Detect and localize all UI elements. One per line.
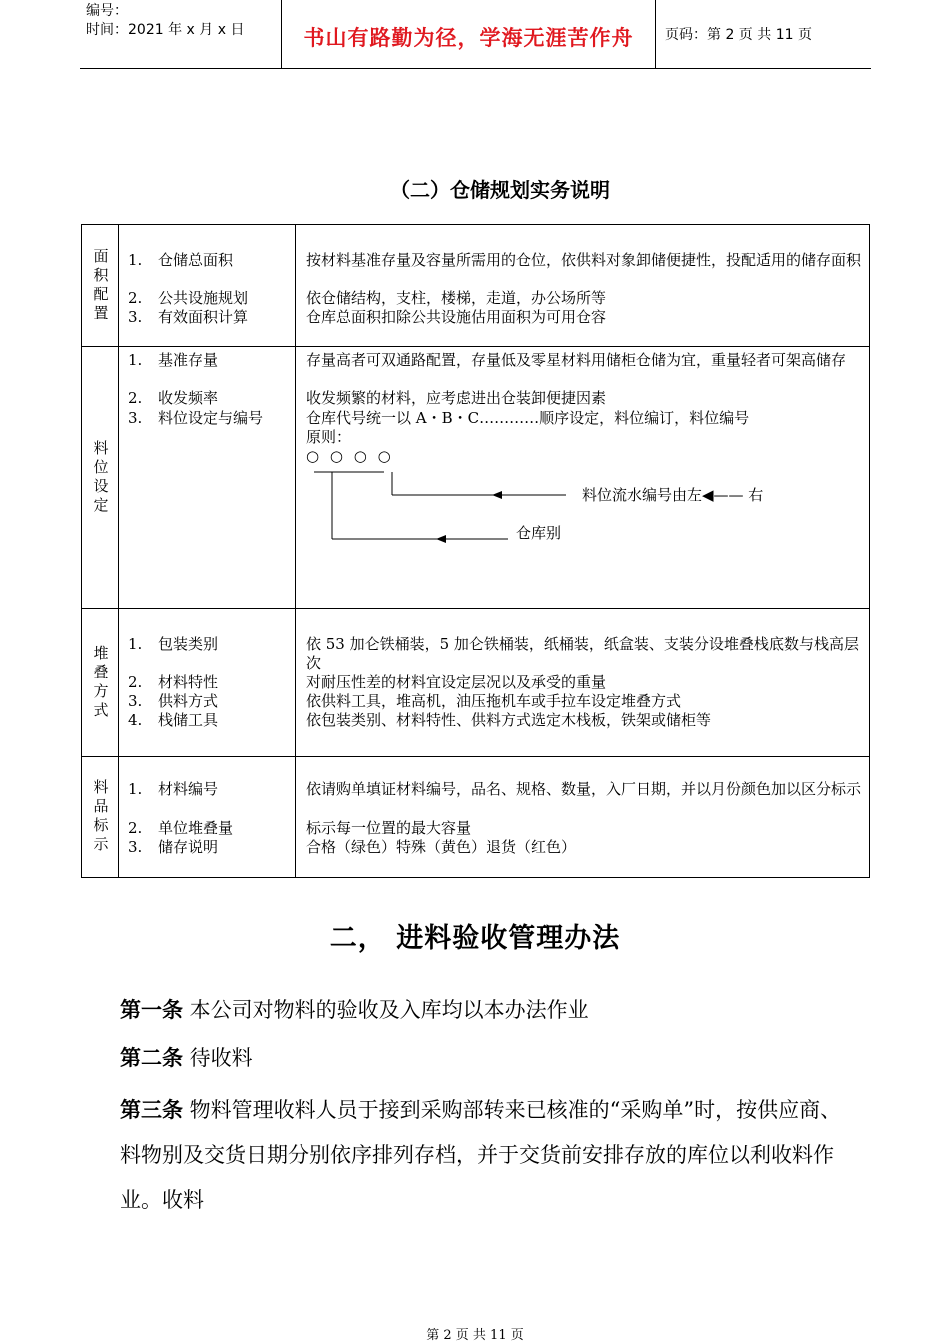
article-title: 第三条 [120,1098,183,1122]
arrow-left-icon [436,535,446,543]
item-number: 3. [128,409,143,427]
description-text: 依请购单填证材料编号，品名、规格、数量，入厂日期，并以月份颜色加以区分标示 [306,780,862,798]
description-text: 依包装类别、材料特性、供料方式选定木栈板，铁架或储柜等 [306,711,712,729]
description-text: 标示每一位置的最大容量 [306,819,472,837]
header-divider [655,0,656,68]
article-text: 本公司对物料的验收及入库均以本办法作业 [183,998,589,1022]
code-structure-diagram [296,347,869,609]
item-number: 3. [128,308,143,326]
item-label: 储存说明 [158,838,219,856]
category-cell [82,757,119,877]
header-number-label: 编号： [86,3,128,19]
items-cell [119,225,296,346]
item-label: 材料特性 [158,673,219,691]
warehouse-label: 仓库别 [516,524,562,542]
item-label: 料位设定与编号 [158,409,264,427]
category-label: 料位设定 [91,439,110,516]
category-label: 堆叠方式 [91,644,110,721]
page-footer: 第 2 页 共 11 页 [426,1328,524,1343]
items-cell [119,347,296,608]
article-text: 待收料 [183,1046,253,1070]
item-label: 栈储工具 [158,711,219,729]
article-title: 第一条 [120,998,183,1022]
chapter-heading: 二， 进料验收管理办法 [329,923,621,954]
item-number: 2. [128,389,143,407]
page-header [80,0,871,69]
description-text: 合格（绿色）特殊（黄色）退货（红色） [306,838,577,856]
description-text: 依供料工具，堆高机，油压拖机车或手拉车设定堆叠方式 [306,692,682,710]
serial-number-label: 料位流水编号由左◀—— 右 [582,486,764,504]
description-text: 存量高者可双通路配置，存量低及零星材料用储柜仓储为宜，重量轻者可架高储存 [306,351,847,369]
description-text: 依 53 加仑铁桶装，5 加仑铁桶装，纸桶装，纸盒装、支装分设堆叠栈底数与栈高层次 [306,635,859,672]
item-label: 有效面积计算 [158,308,249,326]
item-label: 公共设施规划 [158,289,249,307]
category-label: 料品标示 [91,779,110,855]
code-circles: ○ ○ ○ ○ [306,447,394,465]
item-label: 材料编号 [158,780,219,798]
item-number: 3. [128,692,143,710]
description-text: 对耐压性差的材料宜设定层况以及承受的重量 [306,673,607,691]
article-text: 物料管理收料人员于接到采购部转来已核准的“采购单”时，按供应商、料物别及交货日期分别依序排列存档，并于交货前安排存放的库位以利收料作业。收料 [120,1098,842,1212]
description-cell [296,347,869,608]
table-row [82,609,869,757]
header-time-label: 时间：2021 年 x 月 x 日 [86,22,245,38]
description-cell [296,757,869,877]
header-motto: 书山有路勤为径，学海无涯苦作舟 [303,26,634,50]
arrow-left-icon [492,491,502,499]
item-number: 1. [128,780,143,798]
article-paragraph [120,1040,860,1076]
table-row [82,225,869,347]
item-number: 3. [128,838,143,856]
item-number: 1. [128,635,143,653]
item-label: 供料方式 [158,692,219,710]
item-number: 2. [128,819,143,837]
item-number: 2. [128,673,143,691]
item-number: 1. [128,351,143,369]
item-number: 4. [128,711,143,729]
item-number: 1. [128,251,143,269]
description-text: 按材料基准存量及容量所需用的仓位，依供料对象卸储便捷性，投配适用的储存面积 [306,251,862,269]
category-cell [82,609,119,756]
header-meta [86,2,281,40]
item-label: 仓储总面积 [158,251,234,269]
article-paragraph [120,992,860,1028]
header-page-number: 页码：第 2 页 共 11 页 [665,27,812,43]
description-text: 依仓储结构，支柱，楼梯，走道，办公场所等 [306,289,607,307]
description-cell [296,225,869,346]
table-row [82,757,869,877]
items-cell [119,757,296,877]
table-row [82,347,869,609]
storage-planning-table [81,224,870,878]
description-text: 原则： [306,428,352,446]
item-label: 收发频率 [158,389,219,407]
article-title: 第二条 [120,1046,183,1070]
category-cell [82,347,119,608]
items-cell [119,609,296,756]
description-text: 收发频繁的材料，应考虑进出仓装卸便捷因素 [306,389,607,407]
description-cell [296,609,869,756]
item-label: 基准存量 [158,351,219,369]
category-cell [82,225,119,346]
item-number: 2. [128,289,143,307]
description-text: 仓库代号统一以 A・B・C…………顺序设定，料位编订，料位编号 [306,409,750,427]
article-paragraph [120,1088,860,1223]
description-text: 仓库总面积扣除公共设施估用面积为可用仓容 [306,308,607,326]
category-label: 面积配置 [91,247,110,324]
item-label: 单位堆叠量 [158,819,234,837]
section-title: （二）仓储规划实务说明 [390,178,610,202]
item-label: 包装类别 [158,635,219,653]
